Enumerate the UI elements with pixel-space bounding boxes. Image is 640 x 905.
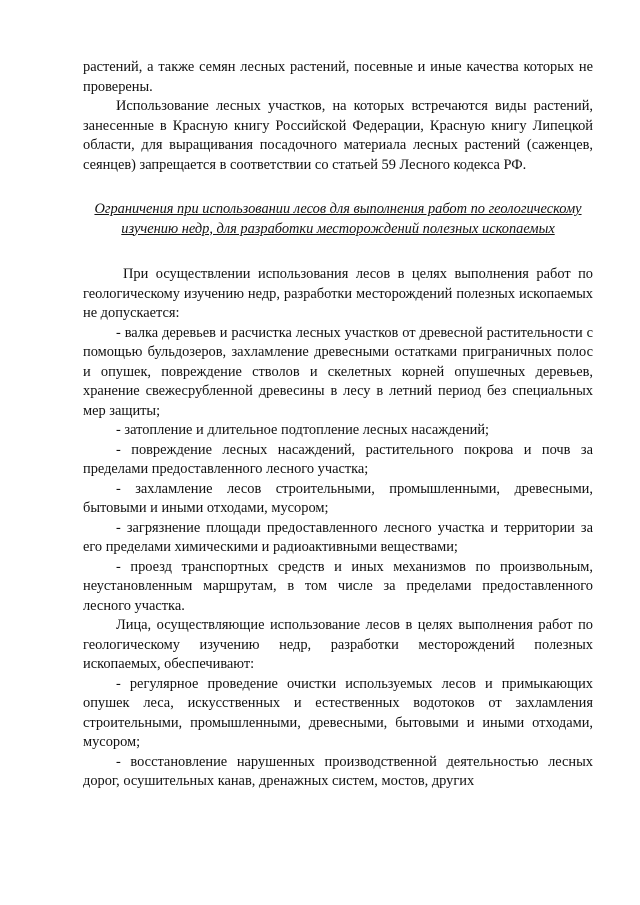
section-lead-paragraph: При осуществлении использования лесов в целях выполнения работ по геологическому изучению недр, разработки месторождений полезных ископаемых не допускается: <box>83 266 593 321</box>
prohibited-item: - загрязнение площади предоставленного лесного участка и территории за его пределами химическими и радиоактивными веществами; <box>83 519 593 555</box>
section-heading: Ограничения при использовании лесов для выполнения работ по геологическому изучению недр, для разработки месторождений полезных ископаемых <box>94 201 582 237</box>
prohibited-item: - валка деревьев и расчистка лесных участков от древесной растительности с помощью бульдозеров, захламление древесными остатками приграничных полос и опушек, повреждение стволов и скелетных корней опушечных деревьев, хранение свежесрубленной древесины в лесу в летний период без специальных мер защиты; <box>83 324 593 419</box>
duty-item: - восстановление нарушенных производственной деятельностью лесных дорог, осушительных канав, дренажных систем, мостов, других <box>83 753 593 789</box>
duty-item: - регулярное проведение очистки используемых лесов и примыкающих опушек леса, искусственных и естественных водотоков от захламления строительными, промышленными, древесными, бытовыми и иными отходами, мусором; <box>83 675 593 750</box>
prohibited-item: - затопление и длительное подтопление лесных насаждений; <box>116 422 490 438</box>
prohibited-item: - захламление лесов строительными, промышленными, древесными, бытовыми и иными отходами, мусором; <box>83 480 593 516</box>
duties-lead-paragraph: Лица, осуществляющие использование лесов в целях выполнения работ по геологическому изучению недр, разработки месторождений полезных ископаемых, обеспечивают: <box>83 617 593 672</box>
prohibited-item: - повреждение лесных насаждений, растительного покрова и почв за пределами предоставленного лесного участка; <box>83 441 593 477</box>
continuation-paragraph: растений, а также семян лесных растений, посевные и иные качества которых не проверены. <box>83 59 593 95</box>
document-page <box>83 58 593 792</box>
prohibited-item: - проезд транспортных средств и иных механизмов по произвольным, неустановленным маршрутам, в том числе за пределами предоставленного лесного участка. <box>83 558 593 614</box>
red-book-paragraph: Использование лесных участков, на которых встречаются виды растений, занесенные в Красную книгу Российской Федерации, Красную книгу Липецкой области, для выращивания посадочного материала лесных растений (саженцев, сеянцев) запрещается в соответствии со статьей 59 Лесного кодекса РФ. <box>83 98 593 173</box>
